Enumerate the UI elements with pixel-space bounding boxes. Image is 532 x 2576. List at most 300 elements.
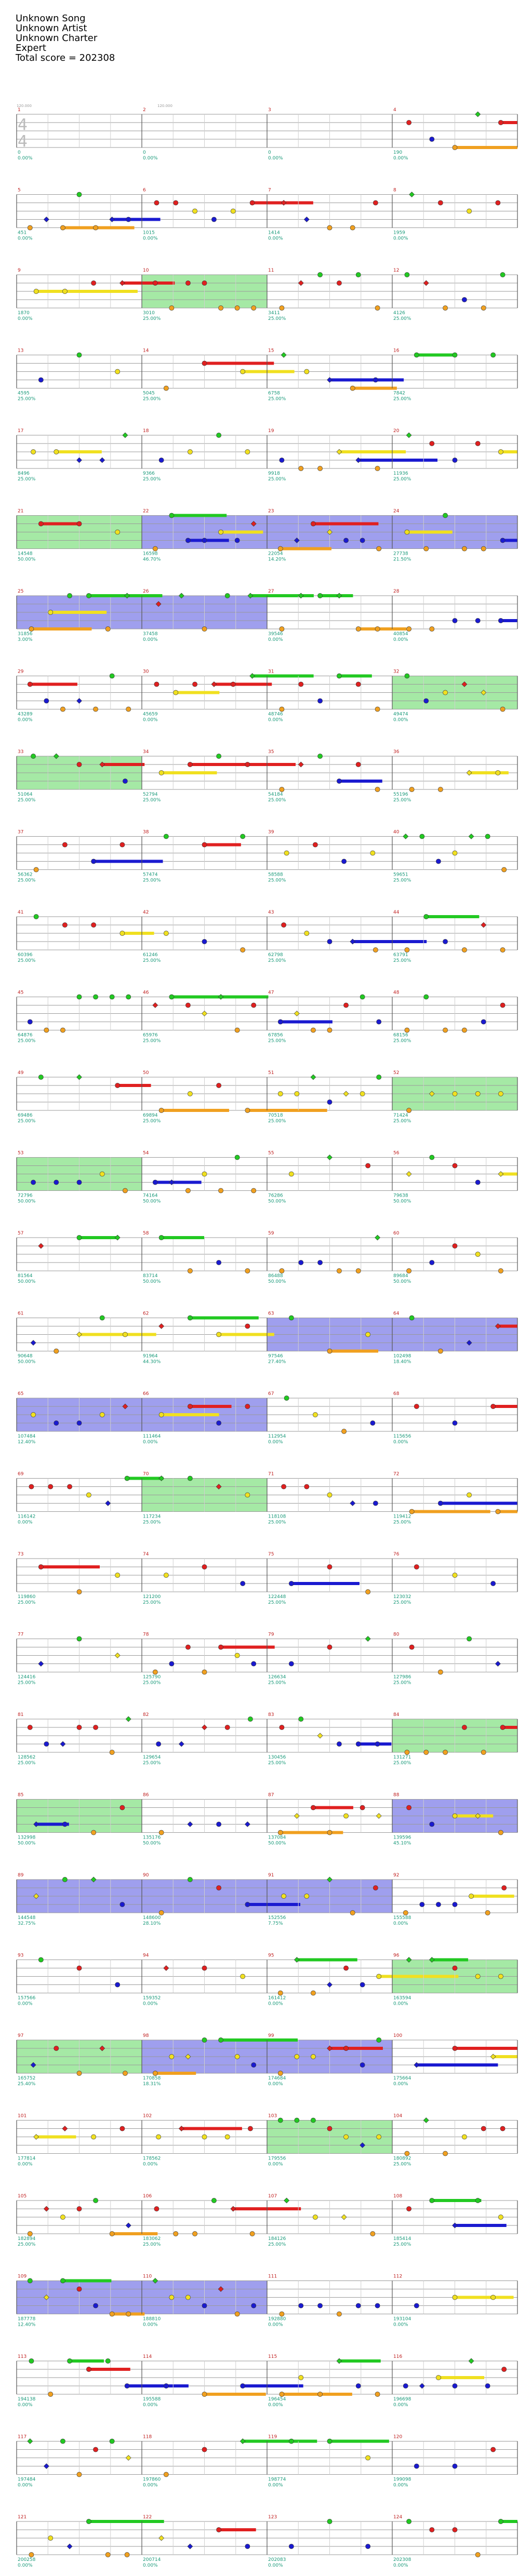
note — [48, 2392, 53, 2396]
measure-percent: 25.00% — [268, 878, 286, 883]
note — [405, 674, 409, 678]
measure — [17, 188, 161, 242]
measure-score: 72796 — [18, 1193, 33, 1199]
measure-score: 123032 — [393, 1594, 411, 1600]
measure-score: 122448 — [268, 1594, 286, 1600]
measure-score: 0 — [268, 150, 271, 155]
note — [86, 593, 91, 598]
note — [475, 2198, 480, 2203]
measure-score: 200258 — [18, 2557, 36, 2562]
note — [375, 466, 380, 471]
measure-number: 124 — [393, 2515, 403, 2520]
measure-percent: 50.00% — [18, 1199, 36, 1204]
measure — [267, 749, 382, 803]
note — [278, 2118, 283, 2123]
measure-score: 117234 — [143, 1514, 161, 1520]
chart-row — [17, 1311, 517, 1365]
note — [202, 1670, 207, 1674]
measure-score: 3010 — [143, 311, 155, 316]
measure-number: 121 — [18, 2515, 27, 2520]
note — [299, 2375, 303, 2380]
note — [123, 1188, 127, 1193]
measure-number: 107 — [268, 2194, 277, 2199]
note — [174, 690, 178, 695]
sustain-tail — [455, 2224, 507, 2227]
measure-percent: 50.00% — [143, 1199, 161, 1204]
sustain-tail — [41, 1565, 100, 1568]
note — [453, 145, 457, 150]
chart-row — [17, 1793, 517, 1846]
measure-number: 100 — [393, 2033, 403, 2038]
note — [453, 1420, 457, 1425]
note — [218, 2037, 223, 2042]
note — [159, 1830, 164, 1835]
sustain-tail — [353, 387, 397, 390]
note — [245, 1493, 250, 1497]
sustain-tail — [291, 1582, 360, 1585]
measure-number: 104 — [393, 2113, 403, 2119]
measure-score: 148600 — [143, 1915, 161, 1921]
measure-percent: 12.40% — [18, 2322, 36, 2328]
sustain-tail — [221, 1646, 275, 1649]
note — [295, 2054, 299, 2059]
measure-number: 101 — [18, 2113, 27, 2119]
measure-score: 157566 — [18, 1995, 36, 2001]
measure-percent: 0.00% — [268, 637, 283, 642]
sustain-tail — [313, 522, 378, 526]
note — [120, 2126, 125, 2131]
measure-number: 92 — [393, 1873, 400, 1878]
note — [481, 546, 486, 551]
note — [414, 1564, 419, 1569]
measure-number: 35 — [268, 749, 274, 755]
measure-number: 106 — [143, 2194, 152, 2199]
note — [373, 200, 378, 205]
measure — [392, 1552, 496, 1605]
note — [342, 859, 347, 864]
measure-number: 53 — [18, 1150, 24, 1156]
note — [159, 1108, 164, 1112]
measure-percent: 50.00% — [393, 1279, 411, 1284]
measure-number: 6 — [143, 187, 146, 193]
measure-score: 132998 — [18, 1835, 36, 1841]
note — [366, 1163, 370, 1168]
chart-row — [17, 2114, 517, 2167]
note — [251, 2303, 256, 2308]
measure-percent: 0.00% — [268, 2162, 283, 2167]
sustain-tail — [438, 2376, 484, 2379]
sustain-tail — [498, 1325, 517, 1328]
note — [491, 2295, 496, 2300]
measure-percent: 0.00% — [393, 637, 408, 642]
note — [159, 458, 164, 462]
note — [188, 762, 192, 767]
hopo-note — [62, 2126, 68, 2131]
sustain-tail — [162, 1236, 204, 1239]
note — [54, 2046, 59, 2050]
note — [54, 1180, 59, 1185]
measure-percent: 25.00% — [393, 1119, 411, 1124]
note — [409, 787, 414, 791]
note — [241, 369, 245, 374]
note — [500, 1725, 505, 1729]
measure-number: 25 — [18, 589, 24, 594]
measure-number: 97 — [18, 2033, 24, 2038]
note — [153, 546, 157, 551]
note — [496, 770, 500, 775]
measure-percent: 32.75% — [18, 1921, 36, 1926]
note — [185, 538, 190, 543]
sustain-tail — [281, 547, 331, 551]
measure-number: 65 — [18, 1391, 24, 1397]
note — [278, 546, 283, 551]
hopo-note — [495, 1661, 500, 1667]
note — [188, 1268, 192, 1273]
measure-number: 93 — [18, 1953, 24, 1958]
note — [115, 530, 120, 534]
note — [498, 1830, 503, 1835]
measure-score: 0 — [143, 150, 146, 155]
sustain-tail — [70, 2359, 104, 2363]
note — [202, 2447, 207, 2452]
measure-percent: 25.00% — [393, 2242, 411, 2247]
note — [491, 353, 496, 357]
note — [54, 1349, 59, 1353]
note — [217, 754, 221, 758]
measure-number: 116 — [393, 2354, 403, 2359]
note — [498, 618, 503, 623]
note — [424, 995, 429, 999]
sustain-tail — [112, 2232, 158, 2235]
note — [375, 305, 380, 310]
sustain-tail — [330, 1350, 379, 1353]
measure-number: 5 — [18, 187, 21, 193]
measure-number: 86 — [143, 1792, 149, 1798]
chart-row — [17, 2194, 517, 2247]
measure-number: 42 — [143, 910, 149, 915]
note — [424, 914, 429, 919]
measure-score: 51064 — [18, 792, 33, 797]
sustain-tail — [94, 860, 163, 863]
note — [311, 2054, 315, 2059]
measure-score: 155588 — [393, 1915, 411, 1921]
note — [284, 851, 289, 855]
note — [31, 1180, 36, 1185]
measure-percent: 25.00% — [143, 798, 161, 803]
note — [77, 2206, 82, 2211]
hopo-note — [327, 1982, 332, 1988]
note — [295, 1091, 299, 1096]
measure-score: 52794 — [143, 792, 158, 797]
measure — [267, 1231, 380, 1284]
note — [156, 1741, 161, 1746]
measure-score: 60396 — [18, 952, 33, 958]
note — [343, 1814, 348, 1818]
note — [360, 538, 365, 543]
hopo-note — [44, 2464, 49, 2469]
note — [278, 2071, 283, 2075]
hopo-note — [337, 2358, 342, 2364]
note — [86, 1493, 91, 1497]
measure-percent: 0.00% — [268, 156, 283, 161]
measure-number: 72 — [393, 1471, 400, 1477]
hopo-note — [115, 1235, 120, 1240]
tempo-label: 120.000 — [17, 104, 32, 108]
note — [317, 272, 322, 277]
note — [370, 1420, 375, 1425]
measure-number: 66 — [143, 1391, 149, 1397]
measure-score: 179556 — [268, 2156, 286, 2162]
measure — [17, 669, 131, 723]
note — [185, 1003, 190, 1008]
measure-score: 86488 — [268, 1273, 283, 1279]
measure — [17, 1953, 120, 2007]
sustain-tail — [89, 2368, 130, 2371]
note — [245, 1404, 250, 1408]
note — [311, 2118, 315, 2123]
hopo-note — [284, 2198, 289, 2203]
measure-percent: 0.00% — [393, 2322, 408, 2328]
note — [375, 2303, 380, 2308]
note — [430, 441, 434, 446]
measure-percent: 50.00% — [143, 1841, 161, 1846]
measure — [267, 108, 361, 161]
hopo-note — [77, 699, 82, 704]
measure-number: 63 — [268, 1311, 274, 1317]
note — [453, 851, 457, 855]
measure-number: 79 — [268, 1632, 274, 1638]
sustain-tail — [122, 281, 175, 285]
hopo-note — [126, 2456, 131, 2461]
note — [154, 200, 159, 205]
note — [60, 1028, 65, 1032]
sustain-tail — [155, 2072, 196, 2075]
hopo-note — [498, 1172, 503, 1177]
note — [192, 2231, 197, 2236]
measure-percent: 25.00% — [393, 1038, 411, 1044]
note — [407, 1108, 411, 1112]
measure-percent: 0.00% — [143, 2403, 158, 2408]
measure-score: 152556 — [268, 1915, 286, 1921]
note — [424, 546, 429, 551]
measure-percent: 0.00% — [18, 2162, 33, 2167]
note — [462, 947, 467, 952]
note — [467, 1493, 472, 1497]
hopo-note — [409, 192, 415, 197]
measure-percent: 25.00% — [18, 958, 36, 963]
measure-number: 43 — [268, 910, 274, 915]
note — [502, 867, 507, 872]
sustain-tail — [282, 2393, 352, 2396]
note — [29, 626, 34, 631]
hopo-note — [327, 1155, 332, 1160]
measure-score: 69894 — [143, 1113, 158, 1118]
note — [105, 2358, 110, 2363]
note — [60, 707, 65, 712]
measure-number: 37 — [18, 829, 24, 835]
hopo-note — [38, 1661, 44, 1667]
hopo-note — [337, 449, 342, 454]
note — [110, 1750, 114, 1754]
hopo-note — [100, 458, 105, 463]
measure-percent: 25.00% — [18, 477, 36, 482]
note — [110, 2231, 114, 2236]
measure-number: 71 — [268, 1471, 274, 1477]
note — [188, 1404, 192, 1408]
note — [218, 305, 223, 310]
measure-percent: 25.00% — [268, 1761, 286, 1766]
measure — [142, 1793, 250, 1846]
measure-number: 98 — [143, 2033, 149, 2038]
note — [304, 1894, 309, 1898]
hopo-note — [240, 2439, 245, 2444]
note — [77, 521, 82, 526]
measure — [392, 2114, 505, 2167]
measure-score: 112954 — [268, 1434, 286, 1439]
note — [225, 2135, 230, 2139]
measure — [267, 2194, 375, 2247]
sustain-tail — [233, 683, 272, 686]
note — [248, 1716, 252, 1721]
measure — [392, 990, 505, 1044]
note — [153, 1670, 157, 1674]
note — [38, 521, 43, 526]
measure-number: 110 — [143, 2274, 152, 2279]
note — [485, 1910, 490, 1915]
hopo-note — [298, 593, 303, 598]
hopo-note — [281, 353, 286, 358]
sustain-tail — [181, 2127, 242, 2130]
note — [289, 2439, 294, 2444]
measure-percent: 0.00% — [393, 2082, 408, 2087]
note — [327, 2439, 332, 2444]
note — [327, 1564, 332, 1569]
note — [407, 2206, 411, 2211]
note — [86, 2519, 91, 2524]
measure-percent: 25.00% — [143, 1600, 161, 1605]
measure-number: 8 — [393, 187, 396, 193]
note — [235, 1653, 240, 1658]
note — [217, 1420, 221, 1425]
measure-number: 20 — [393, 428, 400, 434]
note — [169, 2295, 174, 2300]
sustain-tail — [498, 1510, 517, 1513]
measure-number: 120 — [393, 2434, 403, 2440]
hopo-note — [123, 433, 128, 438]
note — [110, 2439, 114, 2444]
note — [356, 1268, 361, 1273]
hopo-note — [231, 2206, 236, 2211]
note — [317, 2392, 322, 2396]
measure — [142, 2114, 253, 2167]
measure-number: 88 — [393, 1792, 400, 1798]
chart-row — [17, 1472, 517, 1525]
measure — [392, 910, 505, 963]
measure — [142, 188, 313, 242]
sustain-tail — [127, 1477, 164, 1480]
note — [192, 682, 197, 687]
note — [62, 289, 67, 293]
measure-percent: 25.00% — [143, 1038, 161, 1044]
note — [91, 859, 96, 864]
measure-number: 91 — [268, 1873, 274, 1878]
note — [28, 1725, 32, 1729]
note — [475, 1252, 480, 1256]
note — [120, 842, 125, 847]
measure-score: 115656 — [393, 1434, 411, 1439]
measure — [392, 749, 509, 803]
measure-percent: 25.00% — [143, 316, 161, 321]
time-signature-denominator: 4 — [18, 132, 28, 151]
measure — [267, 2515, 370, 2568]
note — [327, 225, 332, 230]
measure-score: 0 — [18, 150, 21, 155]
note — [438, 1349, 443, 1353]
hopo-note — [77, 458, 82, 463]
measure — [17, 910, 154, 963]
note — [377, 2135, 381, 2139]
note — [225, 1725, 230, 1729]
note — [475, 1091, 480, 1096]
sustain-tail — [205, 843, 241, 847]
measure-score: 7842 — [393, 391, 405, 396]
measure-percent: 0.00% — [18, 2563, 33, 2568]
measure-score: 178562 — [143, 2156, 161, 2162]
sustain-tail — [30, 683, 77, 686]
note — [337, 1268, 341, 1273]
note — [343, 2046, 348, 2050]
measure-number: 27 — [268, 589, 274, 594]
measure-percent: 25.00% — [143, 1119, 161, 1124]
chart-row — [17, 108, 517, 161]
measure — [267, 1632, 370, 1686]
note — [469, 1894, 473, 1898]
measure-score: 144548 — [18, 1915, 36, 1921]
hopo-note — [250, 674, 255, 679]
measure — [267, 188, 378, 242]
sustain-tail — [471, 1895, 514, 1898]
note — [202, 1172, 207, 1176]
measure-percent: 25.00% — [268, 1038, 286, 1044]
note — [498, 2215, 503, 2219]
note — [169, 2054, 174, 2059]
measure-score: 63791 — [393, 952, 408, 958]
sustain-tail — [219, 1333, 274, 1336]
note — [299, 1260, 303, 1265]
note — [125, 2552, 129, 2557]
hopo-note — [153, 1003, 158, 1008]
note — [188, 1877, 192, 1882]
note — [164, 386, 168, 391]
measure-percent: 25.00% — [143, 878, 161, 883]
measure-number: 64 — [393, 1311, 400, 1317]
hopo-note — [350, 939, 355, 944]
measure-score: 1959 — [393, 230, 405, 236]
note — [337, 280, 341, 285]
measure-percent: 0.00% — [268, 2563, 283, 2568]
note — [443, 1028, 447, 1032]
measure — [17, 2194, 157, 2247]
measure — [142, 1712, 253, 1766]
note — [60, 2215, 65, 2219]
note — [366, 2456, 370, 2460]
sustain-tail — [221, 996, 268, 999]
measure-percent: 25.00% — [393, 396, 411, 402]
note — [153, 280, 157, 285]
measure-score: 197484 — [18, 2477, 36, 2483]
measure-score: 59651 — [393, 872, 408, 878]
chart-row — [17, 669, 517, 723]
